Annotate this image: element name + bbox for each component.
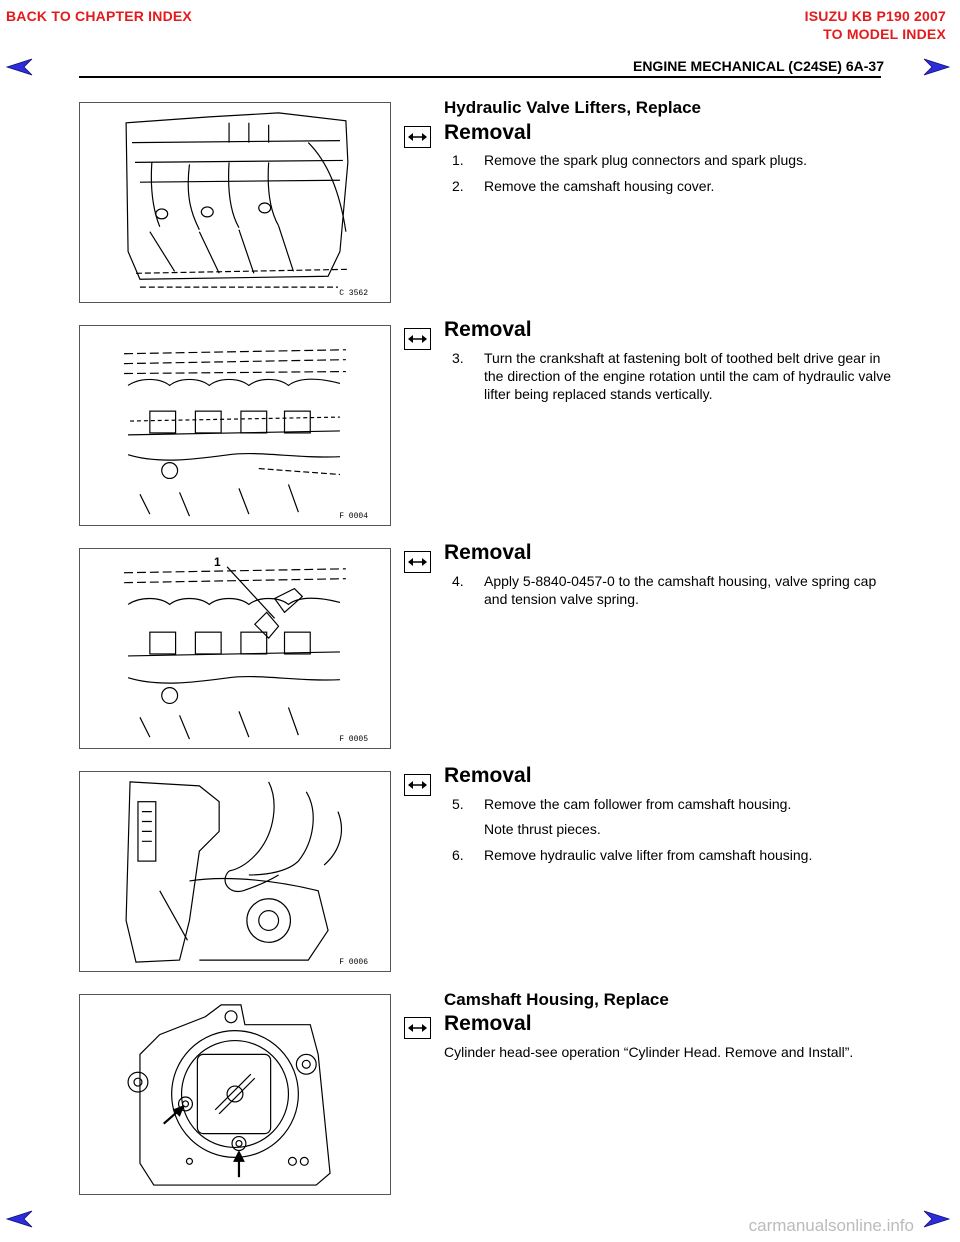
step-number: 2. <box>452 178 464 194</box>
instruction-paragraph: Cylinder head-see operation “Cylinder Head. Remove and Install”. <box>444 1044 854 1060</box>
double-arrow-icon <box>404 551 431 573</box>
step-item <box>452 846 892 864</box>
step-text: Note thrust pieces. <box>484 821 601 837</box>
step-number: 6. <box>452 847 464 863</box>
double-arrow-icon <box>404 774 431 796</box>
figure-cam-follower-removal <box>79 771 391 972</box>
figure-valve-spring-tool <box>79 548 391 749</box>
removal-heading: Removal <box>444 1012 532 1035</box>
double-arrow-icon <box>404 126 431 148</box>
step-text: Remove hydraulic valve lifter from camshaft housing. <box>484 847 813 863</box>
next-page-arrow-icon[interactable] <box>922 58 950 76</box>
double-arrow-icon <box>404 1017 431 1039</box>
removal-heading: Removal <box>444 318 532 341</box>
section-title: Hydraulic Valve Lifters, Replace <box>444 98 702 117</box>
step-text: Apply 5-8840-0457-0 to the camshaft housing, valve spring cap and tension valve spring. <box>484 573 877 607</box>
step-item <box>452 572 892 608</box>
page-header-title: ENGINE MECHANICAL (C24SE) 6A-37 <box>632 58 884 74</box>
previous-page-arrow-icon[interactable] <box>6 58 34 76</box>
figure-label: C 3562 <box>339 289 368 298</box>
figure-callout: 1 <box>214 555 221 569</box>
figure-crankshaft-cam <box>79 325 391 526</box>
figure-label: F 0006 <box>339 958 368 967</box>
step-number: 3. <box>452 350 464 366</box>
step-number: 5. <box>452 796 464 812</box>
model-title[interactable]: ISUZU KB P190 2007 <box>804 8 946 24</box>
removal-heading: Removal <box>444 764 532 787</box>
header-divider <box>79 76 881 78</box>
step-item <box>452 795 892 813</box>
step-note <box>452 820 892 838</box>
back-to-chapter-index-link[interactable]: BACK TO CHAPTER INDEX <box>6 8 192 24</box>
figure-label: F 0005 <box>339 735 368 744</box>
step-text: Remove the spark plug connectors and spark plugs. <box>484 152 807 168</box>
figure-camshaft-housing <box>79 994 391 1195</box>
step-item <box>452 349 892 403</box>
section-title: Camshaft Housing, Replace <box>444 990 669 1009</box>
double-arrow-icon <box>404 328 431 350</box>
step-text: Remove the camshaft housing cover. <box>484 178 715 194</box>
step-item <box>452 151 892 169</box>
figure-spark-plug-connectors <box>79 102 391 303</box>
step-item <box>452 177 892 195</box>
to-model-index-link[interactable]: TO MODEL INDEX <box>823 26 946 42</box>
step-text: Remove the cam follower from camshaft housing. <box>484 796 792 812</box>
watermark: carmanualsonline.info <box>748 1216 914 1235</box>
step-number: 1. <box>452 152 464 168</box>
next-page-arrow-icon[interactable] <box>922 1210 950 1228</box>
figure-label: F 0004 <box>339 512 368 521</box>
step-text: Turn the crankshaft at fastening bolt of toothed belt drive gear in the direction of the engine rotation until the cam of hydraulic valve lifter being replaced stands vertically. <box>484 350 892 402</box>
step-number: 4. <box>452 573 464 589</box>
previous-page-arrow-icon[interactable] <box>6 1210 34 1228</box>
removal-heading: Removal <box>444 121 532 144</box>
removal-heading: Removal <box>444 541 532 564</box>
